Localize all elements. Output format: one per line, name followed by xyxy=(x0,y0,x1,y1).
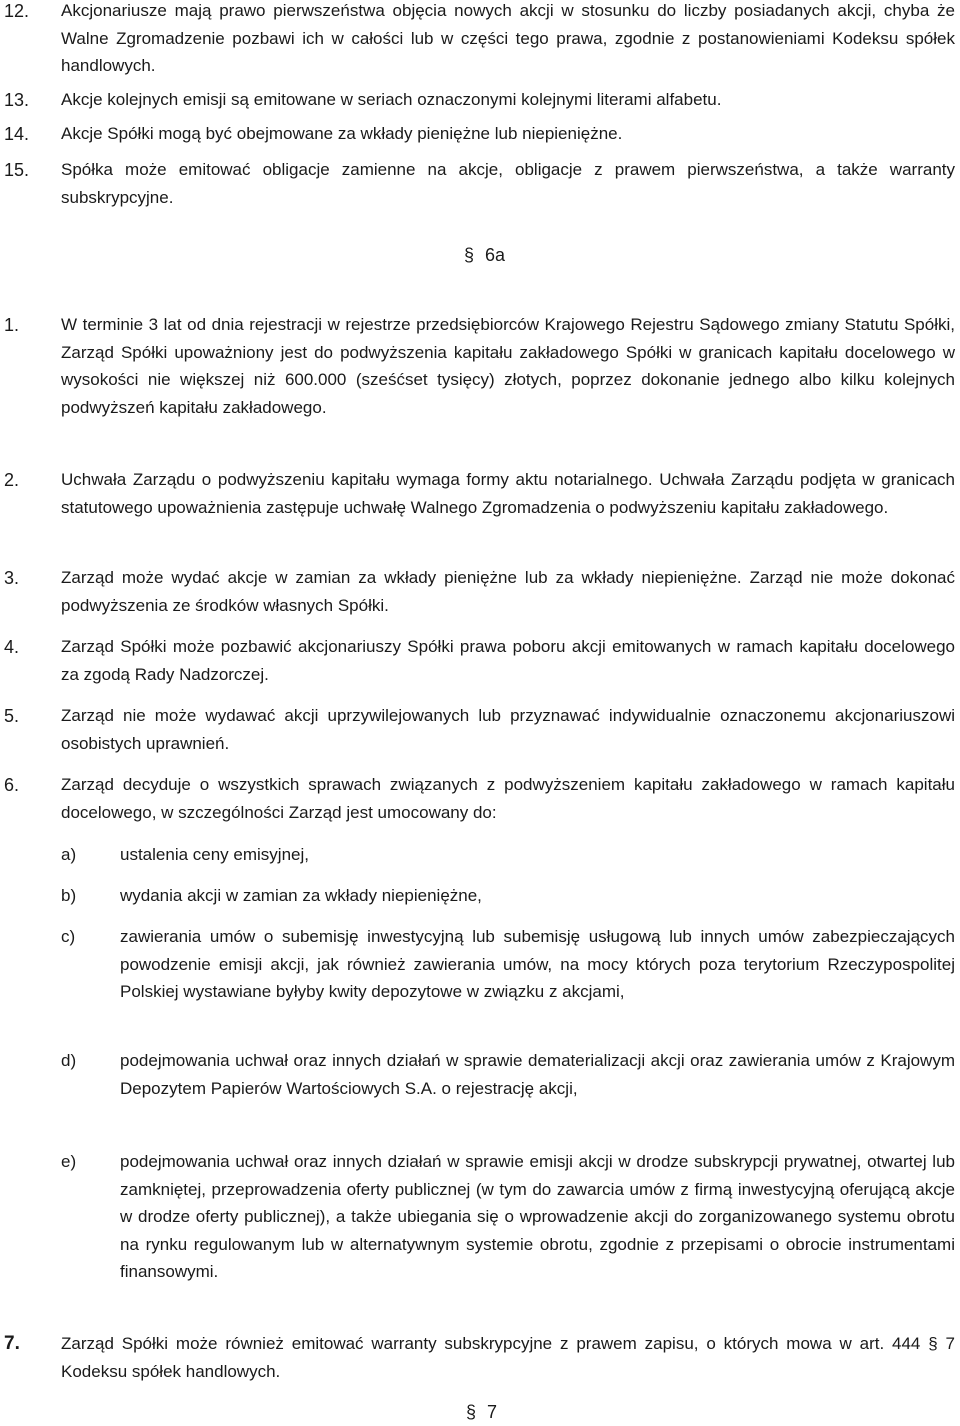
sub-item-text: zawierania umów o subemisję inwestycyjną lub subemisję usługową lub innych umów zabezpieczających powodzenie emisji akcji, jak również zawierania umów, na mocy których poza terytorium Rzeczypospolitej Polskiej wystawiane byłyby kwity depozytowe w związku z akcjami, xyxy=(120,927,955,1001)
section-label: 6a xyxy=(485,245,506,265)
paragraph-text: Akcje kolejnych emisji są emitowane w seriach oznaczonymi kolejnymi literami alfabetu. xyxy=(61,90,722,109)
sub-item-letter: d) xyxy=(61,1051,77,1070)
paragraph-number: 7. xyxy=(4,1333,20,1354)
paragraph-text: Zarząd decyduje o wszystkich sprawach związanych z podwyższeniem kapitału zakładowego w ramach kapitału docelowego, w szczególności Zarząd jest umocowany do: xyxy=(61,775,955,822)
sub-item-letter: e) xyxy=(61,1152,77,1171)
section-symbol: § xyxy=(464,245,475,265)
paragraph-text: Zarząd może wydać akcje w zamian za wkłady pieniężne lub za wkłady niepieniężne. Zarząd nie może dokonać podwyższenia ze środków własnych Spółki. xyxy=(61,568,955,615)
paragraph-text: Akcje Spółki mogą być obejmowane za wkłady pieniężne lub niepieniężne. xyxy=(61,124,623,143)
paragraph-number: 6. xyxy=(4,775,20,795)
paragraph-text: Zarząd nie może wydawać akcji uprzywilejowanych lub przyznawać indywidualnie oznaczonemu akcjonariuszowi osobistych uprawnień. xyxy=(61,706,955,753)
paragraph-text: Spółka może emitować obligacje zamienne na akcje, obligacje z prawem pierwszeństwa, a także warranty subskrypcyjne. xyxy=(61,160,955,207)
paragraph-number: 2. xyxy=(4,470,20,490)
paragraph-number: 13. xyxy=(4,90,30,110)
sub-item-letter: c) xyxy=(61,927,76,946)
section-heading-6a xyxy=(464,241,505,269)
section-label: 7 xyxy=(487,1402,498,1422)
paragraph-number: 5. xyxy=(4,706,20,726)
sub-item-text: podejmowania uchwał oraz innych działań w sprawie emisji akcji w drodze subskrypcji prywatnej, otwartej lub zamkniętej, przeprowadzenia oferty publicznej (w tym do zawarcia umów z firmą inwestycyjną oferującą akcje w drodze oferty publicznej), a także ubiegania się o wprowadzenie akcji do zorganizowanego systemu obrotu na rynku regulowanym lub w alternatywnym systemie obrotu, zgodnie z przepisami o obrocie instrumentami finansowymi. xyxy=(120,1152,955,1281)
sub-item-letter: b) xyxy=(61,886,77,905)
paragraph-number: 15. xyxy=(4,160,30,180)
paragraph-text: Zarząd Spółki może również emitować warranty subskrypcyjne z prawem zapisu, o których mowa w art. 444 § 7 Kodeksu spółek handlowych. xyxy=(61,1334,955,1381)
paragraph-text: W terminie 3 lat od dnia rejestracji w rejestrze przedsiębiorców Krajowego Rejestru Sądowego zmiany Statutu Spółki, Zarząd Spółki upoważniony jest do podwyższenia kapitału zakładowego Spółki w granicach kapitału docelowego w wysokości nie większej niż 600.000 (sześćset tysięcy) złotych, poprzez dokonanie jednego albo kilku kolejnych podwyższeń kapitału zakładowego. xyxy=(61,315,955,417)
sub-item-text: wydania akcji w zamian za wkłady niepieniężne, xyxy=(120,886,482,905)
sub-item-text: podejmowania uchwał oraz innych działań w sprawie dematerializacji akcji oraz zawierania umów z Krajowym Depozytem Papierów Wartościowych S.A. o rejestrację akcji, xyxy=(120,1051,955,1098)
paragraph-number: 1. xyxy=(4,315,20,335)
paragraph-number: 4. xyxy=(4,637,20,657)
sub-item-letter: a) xyxy=(61,845,77,864)
paragraph-text: Zarząd Spółki może pozbawić akcjonariuszy Spółki prawa poboru akcji emitowanych w ramach kapitału docelowego za zgodą Rady Nadzorczej. xyxy=(61,637,955,684)
paragraph-number: 12. xyxy=(4,1,30,21)
sub-item-text: ustalenia ceny emisyjnej, xyxy=(120,845,309,864)
paragraph-number: 14. xyxy=(4,124,30,144)
paragraph-text: Akcjonariusze mają prawo pierwszeństwa objęcia nowych akcji w stosunku do liczby posiadanych akcji, chyba że Walne Zgromadzenie pozbawi ich w całości lub w części tego prawa, zgodnie z postanowieniami Kodeksu spółek handlowych. xyxy=(61,1,955,75)
paragraph-number: 3. xyxy=(4,568,20,588)
section-symbol: § xyxy=(466,1402,477,1422)
paragraph-text: Uchwała Zarządu o podwyższeniu kapitału wymaga formy aktu notarialnego. Uchwała Zarządu podjęta w granicach statutowego upoważnienia zastępuje uchwałę Walnego Zgromadzenia o podwyższeniu kapitału zakładowego. xyxy=(61,470,955,517)
